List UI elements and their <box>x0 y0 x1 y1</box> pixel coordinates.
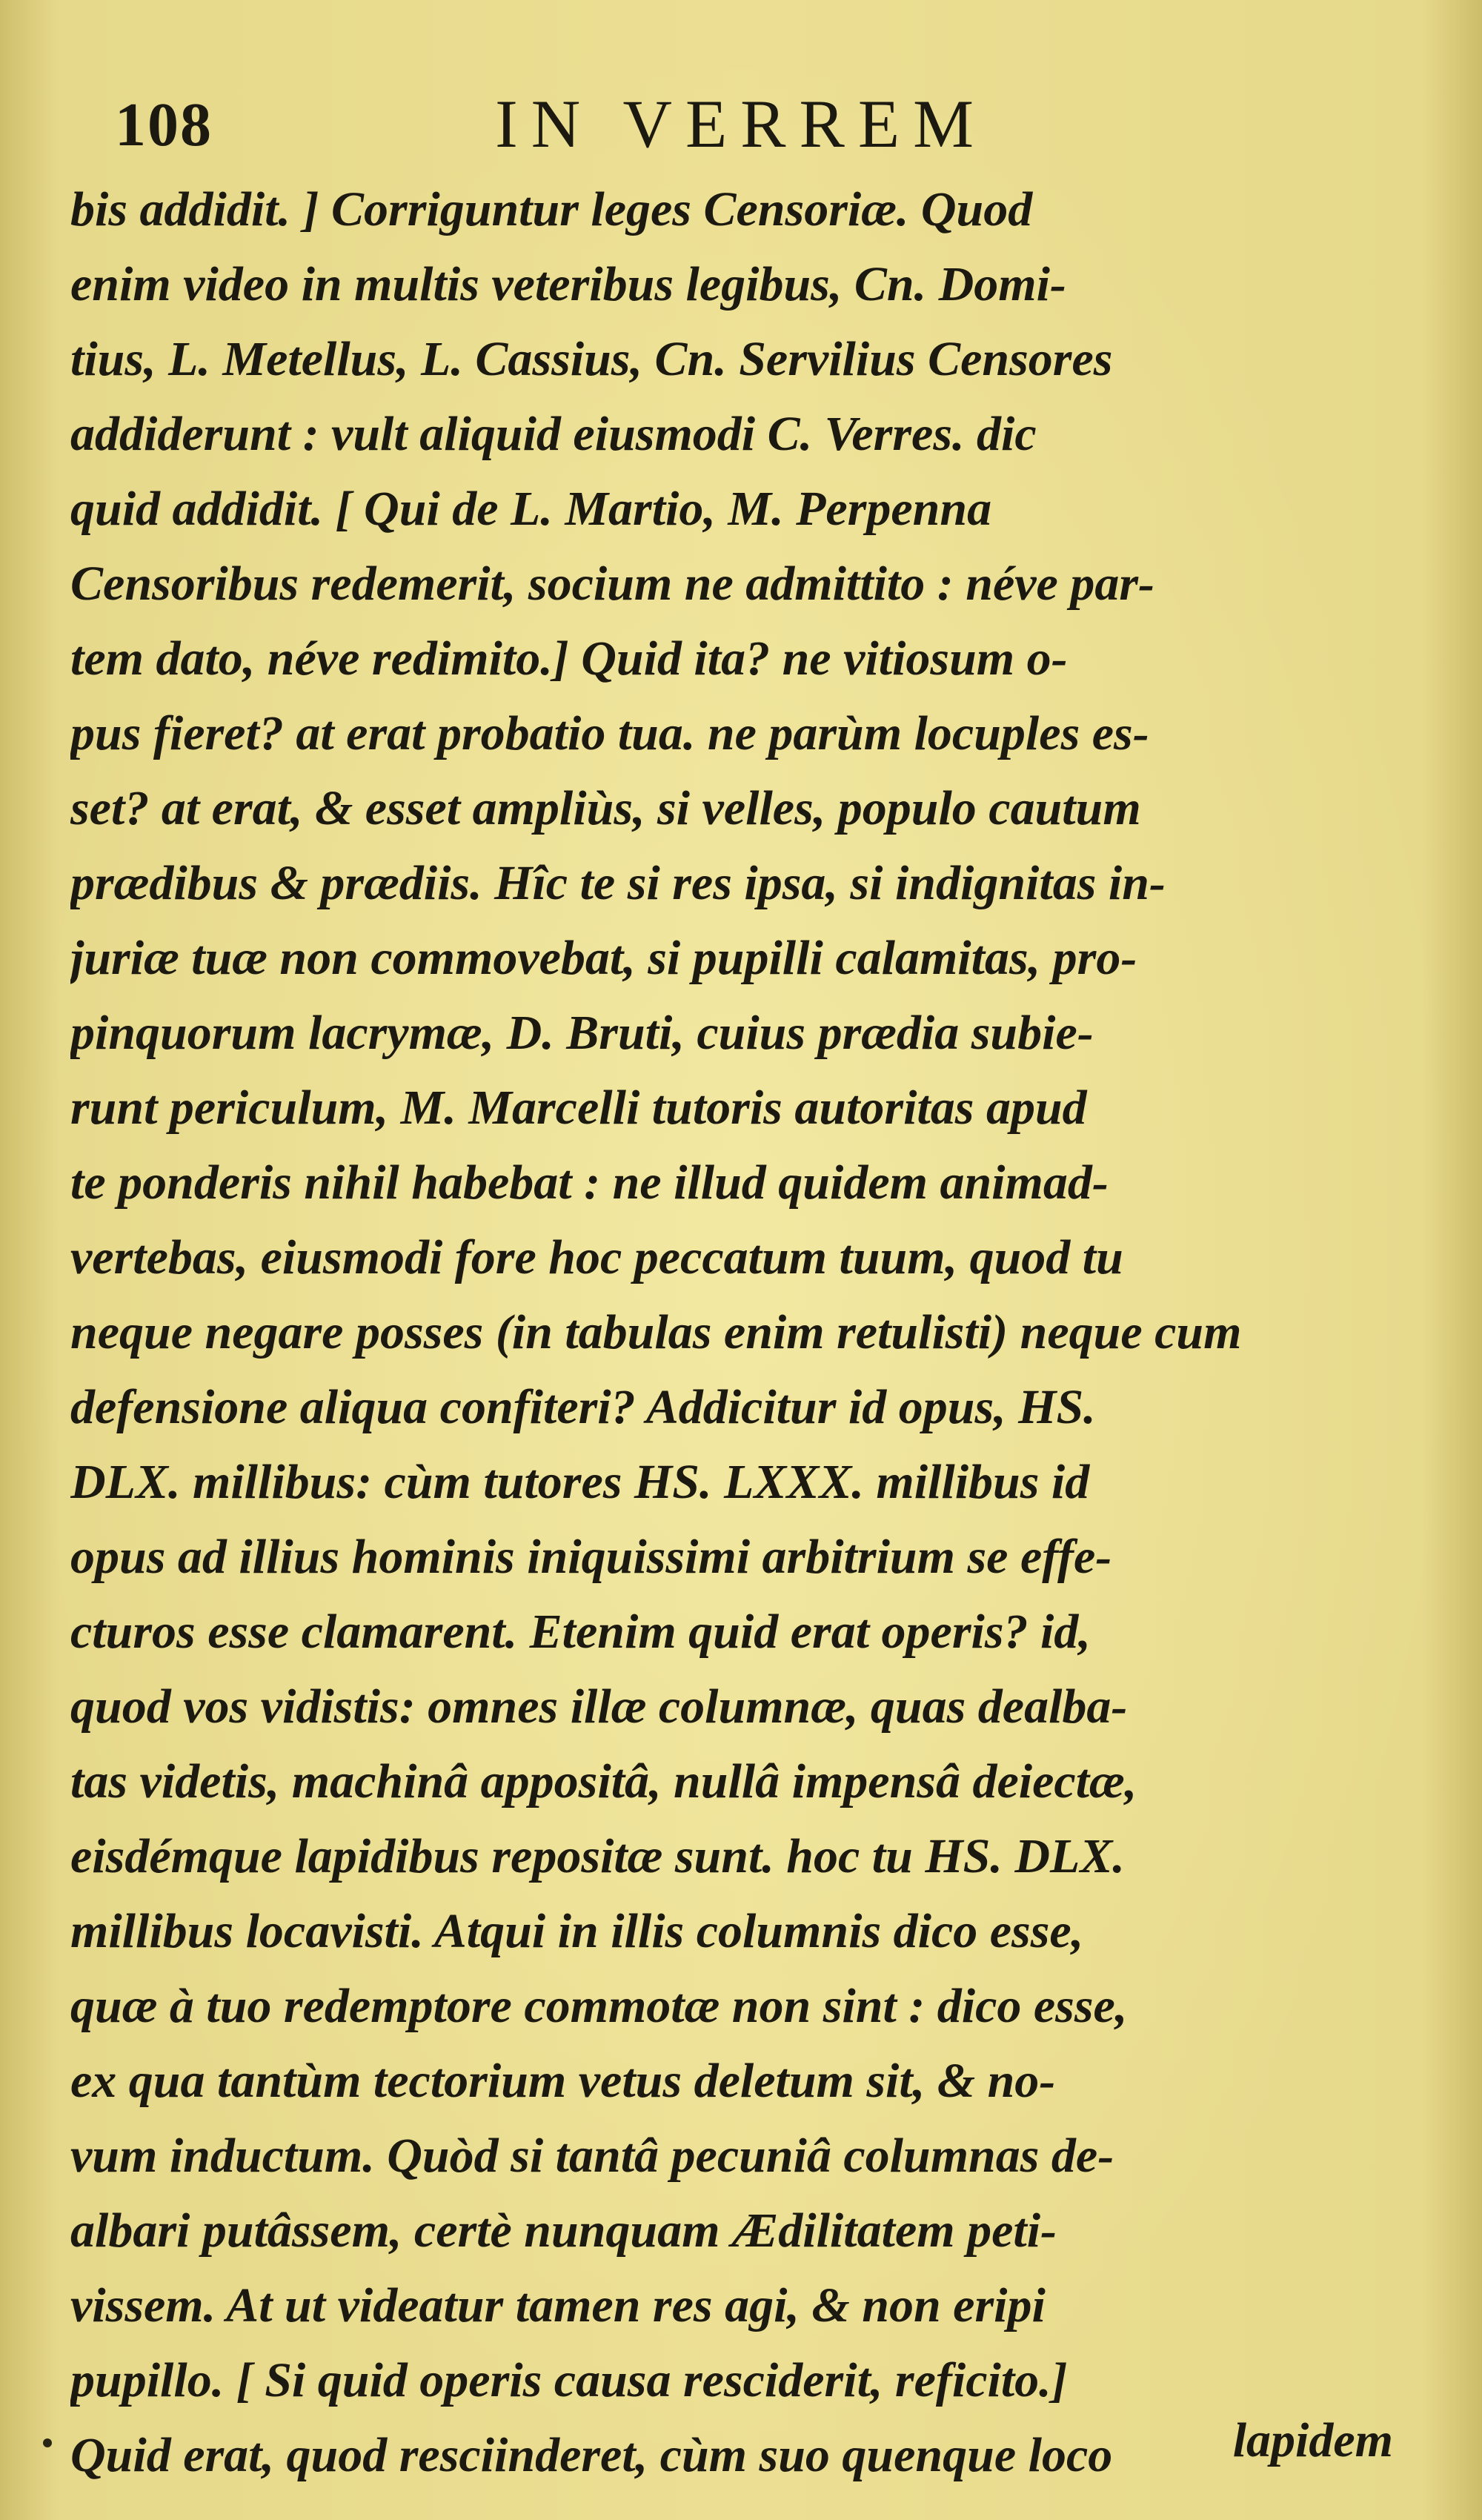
text-line: vertebas, eiusmodi fore hoc peccatum tuum, quod tu <box>70 1230 1123 1284</box>
text-line: opus ad illius hominis iniquissimi arbitrium se effe- <box>70 1530 1112 1584</box>
text-line: pus fieret? at erat probatio tua. ne parùm locuples es- <box>70 706 1149 760</box>
text-line: tas videtis, machinâ appositâ, nullâ impensâ deiectæ, <box>70 1754 1137 1808</box>
text-line: tius, L. Metellus, L. Cassius, Cn. Servilius Censores <box>70 332 1113 386</box>
page-header <box>70 86 1412 170</box>
text-line: pinquorum lacrymæ, D. Bruti, cuius prædia subie- <box>70 1006 1094 1060</box>
text-line: Censoribus redemerit, socium ne admittito : néve par- <box>70 557 1154 611</box>
text-line: quæ à tuo redemptore commotæ non sint : dico esse, <box>70 1979 1128 2033</box>
body-text <box>70 172 1419 2493</box>
ink-speck <box>43 2438 52 2447</box>
text-line: millibus locavisti. Atqui in illis columnis dico esse, <box>70 1904 1084 1958</box>
page-number: 108 <box>115 90 213 159</box>
text-line: bis addidit. ] Corriguntur leges Censoriæ. Quod <box>70 182 1033 236</box>
text-line: set? at erat, & esset ampliùs, si velles, populo cautum <box>70 781 1141 835</box>
text-line: ex qua tantùm tectorium vetus deletum sit, & no- <box>70 2054 1056 2108</box>
running-head: IN VERREM <box>495 86 987 162</box>
text-line: vum inductum. Quòd si tantâ pecuniâ columnas de- <box>70 2129 1114 2183</box>
text-line: quod vos vidistis: omnes illæ columnæ, quas dealba- <box>70 1680 1128 1734</box>
text-line: te ponderis nihil habebat : ne illud quidem animad- <box>70 1155 1109 1210</box>
text-line: enim video in multis veteribus legibus, Cn. Domi- <box>70 257 1066 311</box>
text-line: neque negare posses (in tabulas enim retulisti) neque cum <box>70 1305 1242 1359</box>
text-line: defensione aliqua confiteri? Addicitur id opus, HS. <box>70 1380 1096 1434</box>
text-line: quid addidit. [ Qui de L. Martio, M. Perpenna <box>70 482 992 536</box>
text-line: juriæ tuæ non commovebat, si pupilli calamitas, pro- <box>70 931 1137 985</box>
text-line: albari putâssem, certè nunquam Ædilitatem peti- <box>70 2204 1057 2258</box>
catchword: lapidem <box>1232 2413 1393 2467</box>
text-line: runt periculum, M. Marcelli tutoris autoritas apud <box>70 1081 1087 1135</box>
text-line: cturos esse clamarent. Etenim quid erat operis? id, <box>70 1605 1091 1659</box>
text-line: pupillo. [ Si quid operis causa resciderit, reficito.] <box>70 2353 1068 2407</box>
text-line: vissem. At ut videatur tamen res agi, & non eripi <box>70 2278 1046 2332</box>
text-line: addiderunt : vult aliquid eiusmodi C. Verres. dic <box>70 407 1037 461</box>
text-line: DLX. millibus: cùm tutores HS. LXXX. millibus id <box>70 1455 1090 1509</box>
text-line: Quid erat, quod resciinderet, cùm suo quenque loco <box>70 2428 1113 2482</box>
text-line: tem dato, néve redimito.] Quid ita? ne vitiosum o- <box>70 631 1068 686</box>
text-line: prædibus & prædiis. Hîc te si res ipsa, si indignitas in- <box>70 856 1166 910</box>
text-line: eisdémque lapidibus repositæ sunt. hoc tu HS. DLX. <box>70 1829 1125 1883</box>
